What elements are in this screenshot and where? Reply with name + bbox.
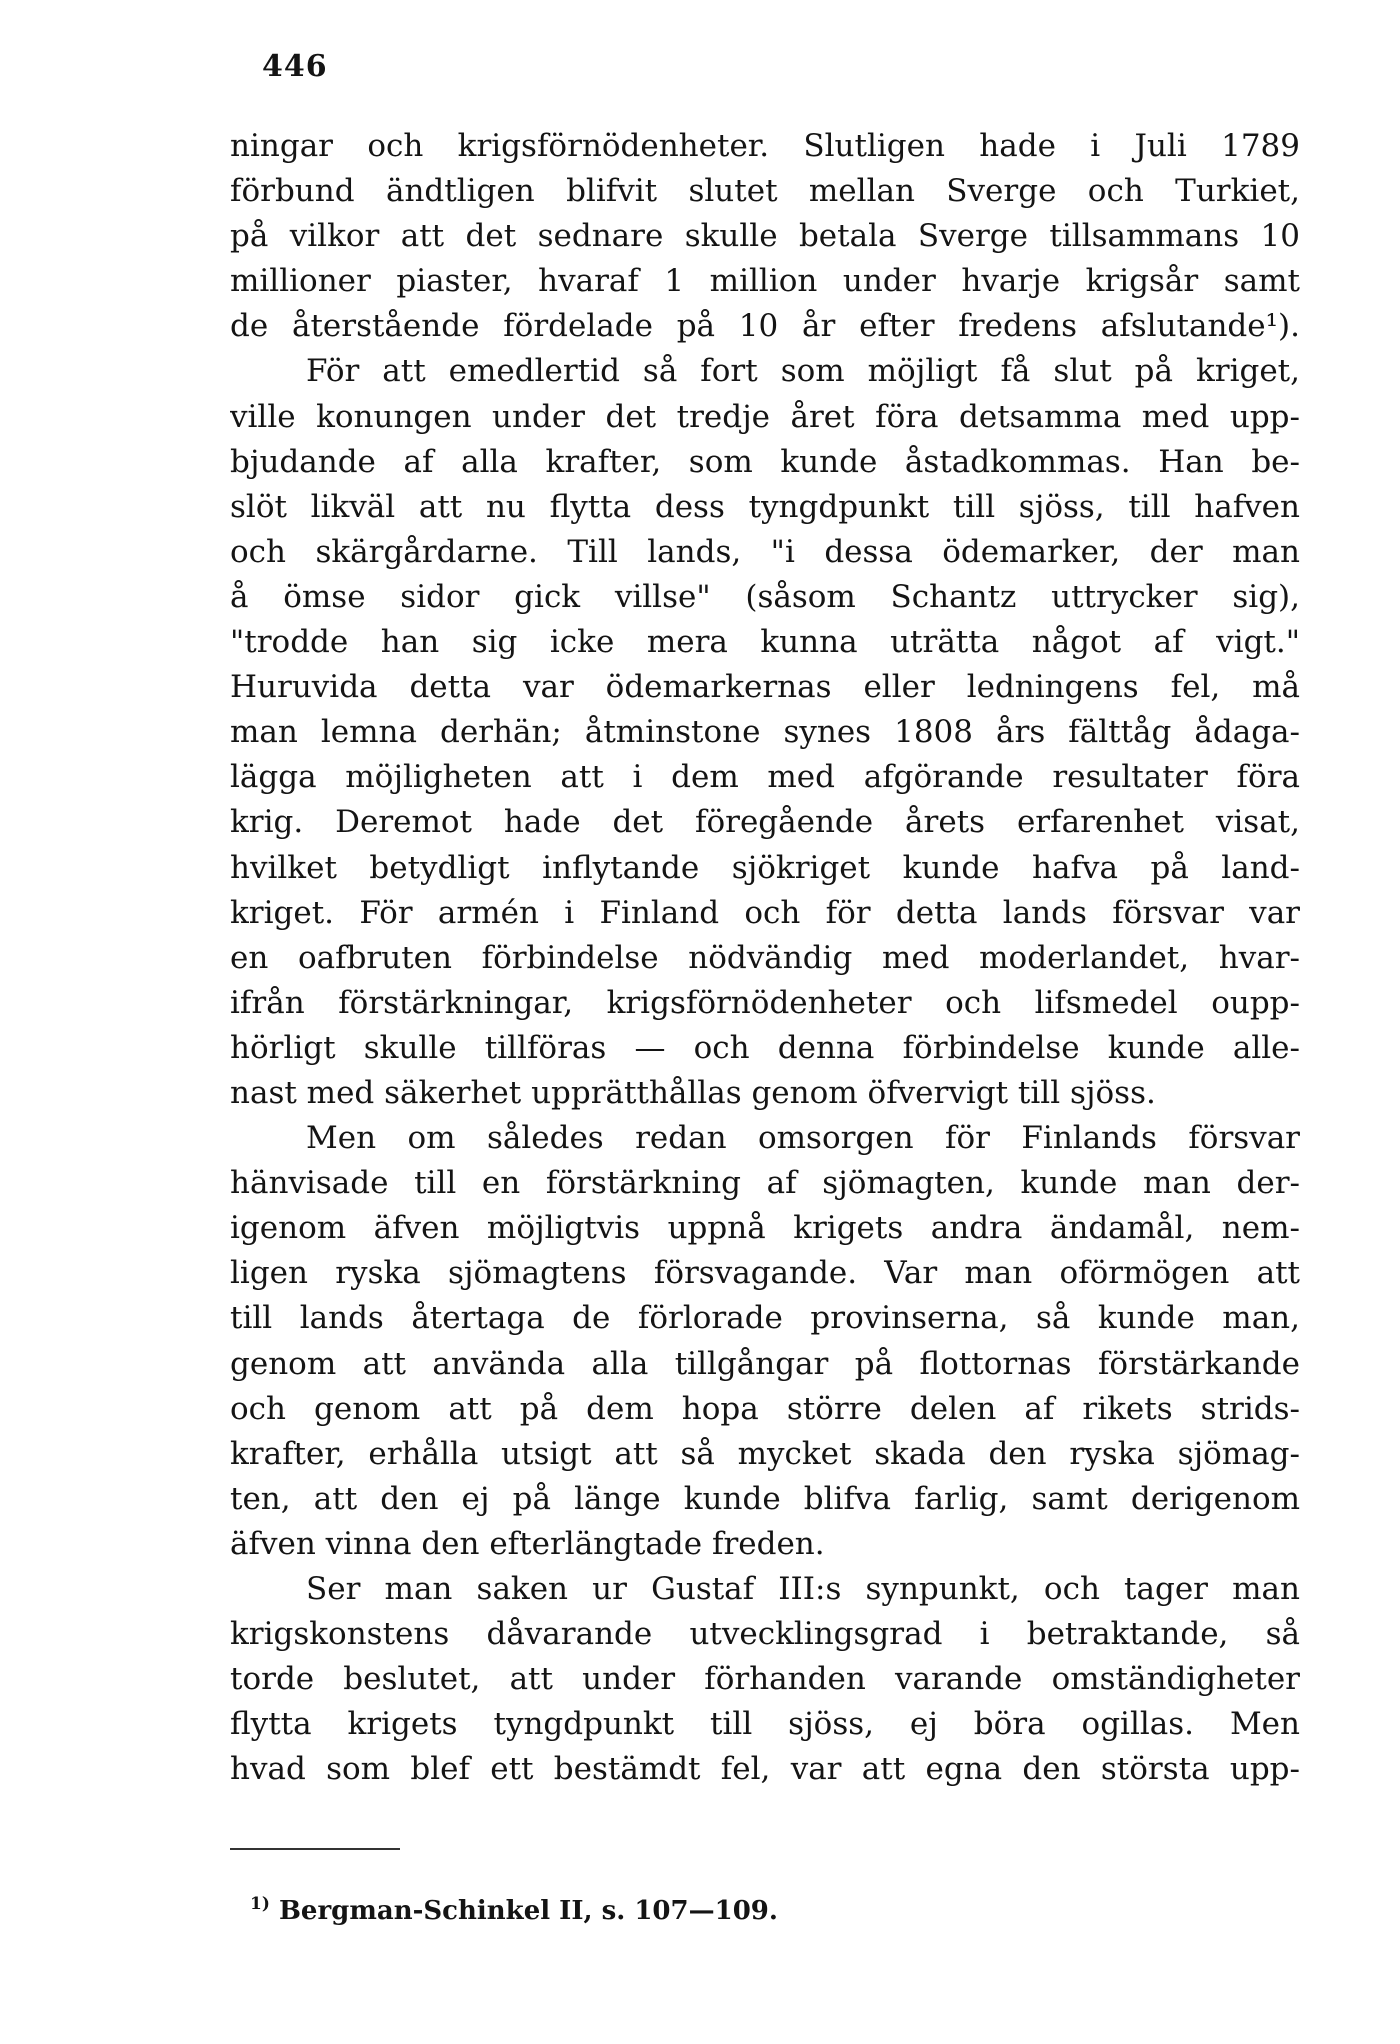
text-line: genom att använda alla tillgångar på flottornas förstärkande: [230, 1345, 1300, 1382]
text-line: Ser man saken ur Gustaf III:s synpunkt, och tager man: [306, 1571, 1300, 1607]
text-line: de återstående fördelade på 10 år efter fredens afslutande¹).: [230, 308, 1300, 345]
text-line: För att emedlertid så fort som möjligt få slut på kriget,: [306, 353, 1300, 390]
text-line: och skärgårdarne. Till lands, "i dessa ödemarker, der man: [230, 533, 1300, 570]
text-line: kriget. För armén i Finland och för detta lands försvar var: [230, 894, 1300, 931]
text-line: Huruvida detta var ödemarkernas eller ledningens fel, må: [230, 669, 1300, 706]
text-line: förbund ändtligen blifvit slutet mellan Sverge och Turkiet,: [230, 173, 1300, 210]
text-line: nast med säkerhet upprätthållas genom öfvervigt till sjöss.: [230, 1074, 1156, 1111]
footnote: [250, 1896, 778, 1924]
text-line: man lemna derhän; åtminstone synes 1808 års fälttåg ådaga-: [230, 714, 1300, 751]
text-line: millioner piaster, hvaraf 1 million under hvarje krigsår samt: [230, 263, 1300, 300]
text-line: ifrån förstärkningar, krigsförnödenheter och lifsmedel oupp-: [230, 984, 1300, 1021]
text-line: "trodde han sig icke mera kunna uträtta något af vigt.": [230, 624, 1300, 661]
text-line: Men om således redan omsorgen för Finlands försvar: [306, 1120, 1300, 1157]
text-line: bjudande af alla krafter, som kunde åstadkommas. Han be-: [230, 443, 1300, 480]
text-line: slöt likväl att nu flytta dess tyngdpunkt till sjöss, till hafven: [230, 488, 1300, 525]
text-line: hvad som blef ett bestämdt fel, var att egna den största upp-: [230, 1751, 1300, 1788]
text-line: till lands återtaga de förlorade provinserna, så kunde man,: [230, 1300, 1300, 1337]
text-line: flytta krigets tyngdpunkt till sjöss, ej böra ogillas. Men: [230, 1706, 1300, 1743]
footnote-marker: 1): [250, 1894, 270, 1914]
text-line: lägga möjligheten att i dem med afgörande resultater föra: [230, 759, 1300, 796]
text-line: hörligt skulle tillföras — och denna förbindelse kunde alle-: [230, 1029, 1300, 1066]
text-line: krig. Deremot hade det föregående årets erfarenhet visat,: [230, 804, 1300, 841]
text-line: å ömse sidor gick villse" (såsom Schantz uttrycker sig),: [230, 578, 1300, 615]
text-line: och genom att på dem hopa större delen af rikets strids-: [230, 1390, 1300, 1427]
text-line: ten, att den ej på länge kunde blifva farlig, samt derigenom: [230, 1480, 1300, 1517]
body-text: [230, 124, 1300, 1792]
footnote-divider: [230, 1848, 400, 1850]
text-line: krigskonstens dåvarande utvecklingsgrad i betraktande, så: [230, 1616, 1300, 1653]
text-line: torde beslutet, att under förhanden varande omständigheter: [230, 1661, 1300, 1698]
text-line: hänvisade till en förstärkning af sjömagten, kunde man der-: [230, 1165, 1300, 1202]
text-line: krafter, erhålla utsigt att så mycket skada den ryska sjömag-: [230, 1435, 1300, 1472]
footnote-text: Bergman-Schinkel II, s. 107—109.: [278, 1896, 778, 1926]
text-line: igenom äfven möjligtvis uppnå krigets andra ändamål, nem-: [230, 1210, 1300, 1247]
text-line: på vilkor att det sednare skulle betala Sverge tillsammans 10: [230, 218, 1300, 255]
text-line: hvilket betydligt inflytande sjökriget kunde hafva på land-: [230, 849, 1300, 886]
text-line: ningar och krigsförnödenheter. Slutligen hade i Juli 1789: [230, 128, 1300, 164]
text-line: äfven vinna den efterlängtade freden.: [230, 1525, 825, 1562]
text-line: ligen ryska sjömagtens försvagande. Var man oförmögen att: [230, 1255, 1300, 1292]
text-line: en oafbruten förbindelse nödvändig med moderlandet, hvar-: [230, 939, 1300, 976]
page-number: 446: [262, 49, 328, 84]
text-line: ville konungen under det tredje året föra detsamma med upp-: [230, 398, 1300, 435]
